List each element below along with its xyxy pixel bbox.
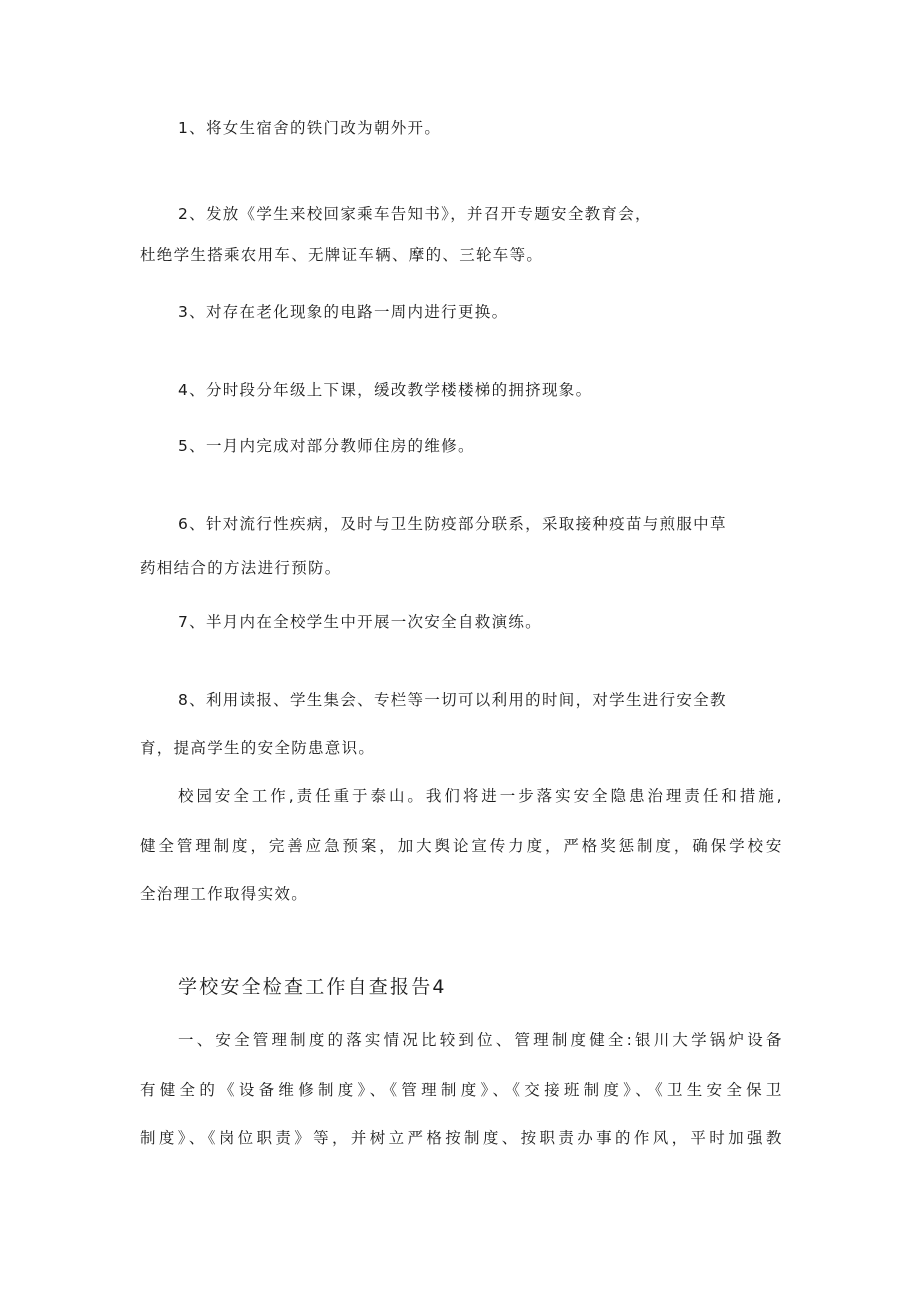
item-3-line-1: 3、对存在老化现象的电路一周内进行更换。 [178,303,509,321]
item-6-line-2: 药相结合的方法进行预防。 [140,559,342,577]
section1-line-1: 一、安全管理制度的落实情况比较到位、管理制度健全:银川大学锅炉设备 [178,1031,782,1049]
item-7-line-1: 7、半月内在全校学生中开展一次安全自救演练。 [178,613,542,631]
conclusion-line-3: 全治理工作取得实效。 [140,885,309,903]
conclusion-line-2: 健全管理制度，完善应急预案，加大舆论宣传力度，严格奖惩制度，确保学校安 [140,837,782,855]
section1-line-3: 制度》、《岗位职责》等，并树立严格按制度、按职责办事的作风，平时加强教 [140,1129,782,1147]
item-6-line-1: 6、针对流行性疾病，及时与卫生防疫部分联系，采取接种疫苗与煎服中草 [178,515,727,533]
conclusion-line-1: 校园安全工作,责任重于泰山。我们将进一步落实安全隐患治理责任和措施, [178,787,782,805]
item-4-line-1: 4、分时段分年级上下课，缓改教学楼楼梯的拥挤现象。 [178,381,593,399]
section1-line-2: 有健全的《设备维修制度》、《管理制度》、《交接班制度》、《卫生安全保卫 [140,1081,782,1099]
item-8-line-1: 8、利用读报、学生集会、专栏等一切可以利用的时间，对学生进行安全教 [178,691,727,709]
section-heading: 学校安全检查工作自查报告4 [178,976,447,998]
item-2-line-1: 2、发放《学生来校回家乘车告知书》，并召开专题安全教育会， [178,205,652,223]
item-2-line-2: 杜绝学生搭乘农用车、无牌证车辆、摩的、三轮车等。 [140,246,544,264]
item-1-line-1: 1、将女生宿舍的铁门改为朝外开。 [178,119,442,137]
item-5-line-1: 5、一月内完成对部分教师住房的维修。 [178,437,475,455]
item-8-line-2: 育，提高学生的安全防患意识。 [140,739,376,757]
